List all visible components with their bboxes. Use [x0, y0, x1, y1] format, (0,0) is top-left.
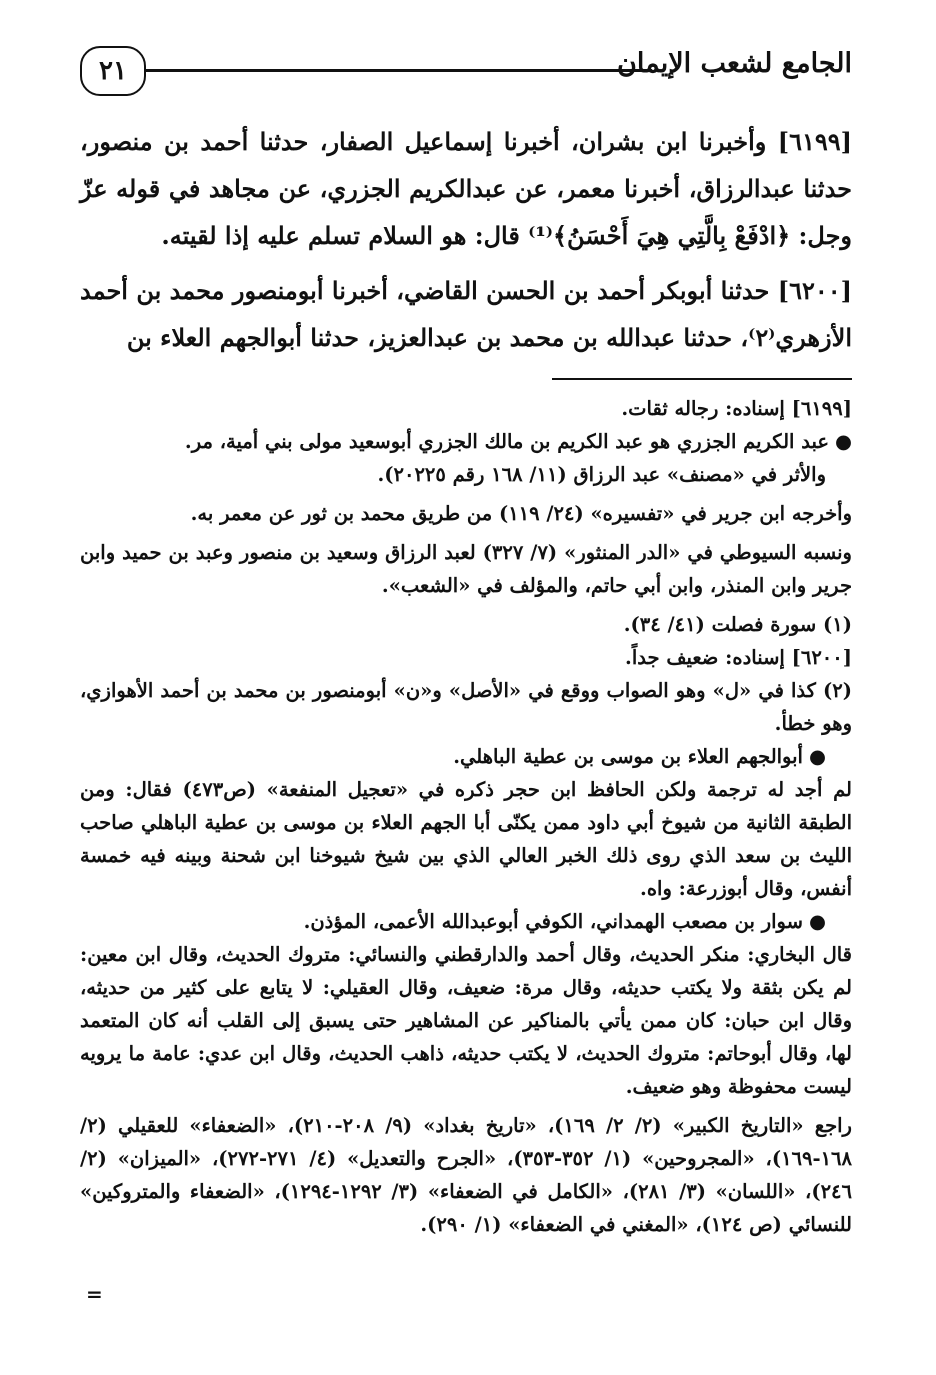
- note-6199-isnad: [٦١٩٩] إسناده: رجاله ثقات.: [621, 397, 852, 420]
- footnote-2: (٢) كذا في «ل» وهو الصواب ووقع في «الأصل» و«ن» أبومنصور بن محمد بن أحمد الأهوازي، وهو خطأ.: [80, 679, 852, 735]
- page-header: [80, 46, 852, 100]
- note-2-para-2: قال البخاري: منكر الحديث، وقال أحمد والدارقطني والنسائي: متروك الحديث، وقال ابن معين: لم يكن بثقة ولا يكتب حديثه، وقال مرة: ضعيف، وقال العقيلي: لا يتابع على كثير من حديثه، وقال ابن حبان: كان ممن يأتي بالمناكير عن المشاهير حتى يسبق إلى القلب أنه كان المتعمد لها، وقال أبوحاتم: متروك الحديث، لا يكتب حديثه، ذاهب الحديث، وقال ابن عدي: عامة ما يرويه ليست محفوظة وهو ضعيف.: [80, 943, 852, 1098]
- note-2-bullet-2: [80, 905, 852, 938]
- header-rule: [146, 69, 652, 72]
- continuation-mark: =: [86, 1282, 103, 1306]
- bullet-icon: ●: [834, 430, 852, 453]
- note-2-bullet-2-text: سوار بن مصعب الهمداني، الكوفي أبوعبدالله الأعمى، المؤذن.: [303, 910, 803, 933]
- note-6199-line-4: ونسبه السيوطي في «الدر المنثور» (٧/ ٣٢٧) لعبد الرزاق وسعيد بن منصور وعبد بن حميد وابن جرير وابن المنذر، وابن أبي حاتم، والمؤلف في «الشعب».: [80, 541, 852, 597]
- page-number: ٢١: [99, 56, 127, 86]
- note-2-bullet-1: [80, 740, 852, 773]
- main-text: [80, 118, 852, 369]
- page-number-badge: [80, 46, 146, 96]
- footnote-1: (١) سورة فصلت (٤١/ ٣٤).: [623, 613, 852, 636]
- note-6199-line-3: وأخرجه ابن جرير في «تفسيره» (٢٤/ ١١٩) من طريق محمد بن ثور عن معمر به.: [190, 502, 852, 525]
- running-title: الجامع لشعب الإيمان: [617, 48, 852, 79]
- note-2-bullet-1-text: أبوالجهم العلاء بن موسى بن عطية الباهلي.: [453, 745, 803, 768]
- bullet-icon: ●: [808, 910, 826, 933]
- note-2-para-3: راجع «التاريخ الكبير» (٢/ ٢/ ١٦٩)، «تاريخ بغداد» (٩/ ٢٠٨-٢١٠)، «الضعفاء» للعقيلي (٢/ ١٦٨-١٦٩)، «المجروحين» (١/ ٣٥٢-٣٥٣)، «الجرح والتعديل» (٤/ ٢٧١-٢٧٢)، «الميزان» (٢/ ٢٤٦)، «اللسان» (٣/ ٢٨١)، «الكامل في الضعفاء» (٣/ ١٢٩٢-١٢٩٤)، «الضعفاء والمتروكين» للنسائي (ص ١٢٤)، «المغني في الضعفاء» (١/ ٢٩٠).: [80, 1114, 852, 1236]
- note-2-para-1: لم أجد له ترجمة ولكن الحافظ ابن حجر ذكره في «تعجيل المنفعة» (ص٤٧٣) فقال: ومن الطبقة الثانية من شيوخ أبي داود ممن يكنّى أبا الجهم العلاء بن موسى بن عطية الباهلي صاحب الليث بن سعد الذي روى ذلك الخبر العالي الذي بين شيخ شيوخنا ابن شحنة وبينه فيه خمسة أنفس، وقال أبوزرعة: واه.: [80, 778, 852, 900]
- hadith-6199: [٦١٩٩] وأخبرنا ابن بشران، أخبرنا إسماعيل الصفار، حدثنا أحمد بن منصور، حدثنا عبدالرزاق، أخبرنا معمر، عن عبدالكريم الجزري، عن مجاهد في قوله عزّ وجل: ﴿ادْفَعْ بِالَّتِي هِيَ أَحْسَنُ﴾⁽¹⁾ قال: هو السلام تسلم عليه إذا لقيته.: [80, 127, 852, 250]
- footnotes: [80, 392, 852, 1241]
- hadith-6200: [٦٢٠٠] حدثنا أبوبكر أحمد بن الحسن القاضي، أخبرنا أبومنصور محمد بن أحمد الأزهري⁽٢⁾، حدثنا عبدالله بن محمد بن عبدالعزيز، حدثنا أبوالجهم العلاء بن: [80, 276, 852, 352]
- note-6199-bullet-text: عبد الكريم الجزري هو عبد الكريم بن مالك الجزري أبوسعيد مولى بني أمية، مر.: [184, 430, 829, 453]
- note-6200-isnad: [٦٢٠٠] إسناده: ضعيف جداً.: [625, 646, 852, 669]
- footnote-separator: [552, 378, 852, 380]
- note-6199-line-2: والأثر في «مصنف» عبد الرزاق (١١/ ١٦٨ رقم ٢٠٢٢٥).: [377, 463, 826, 486]
- note-6199-bullet: [80, 425, 852, 458]
- bullet-icon: ●: [808, 745, 826, 768]
